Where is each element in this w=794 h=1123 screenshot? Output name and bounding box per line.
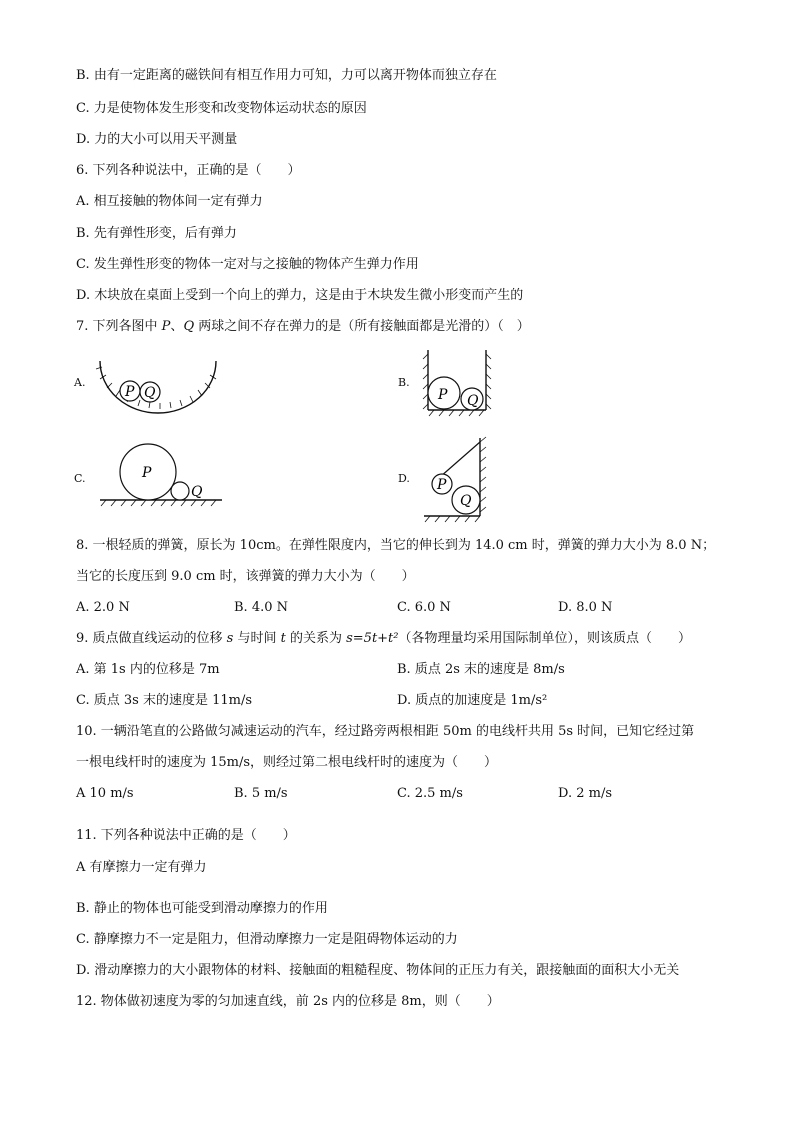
q6-option-a: A. 相互接触的物体间一定有弹力 [76, 194, 263, 209]
q9-stem: 9. 质点做直线运动的位移 s 与时间 t 的关系为 s=5t+t²（各物理量均采用国际制单位），则该质点（ ） [76, 631, 692, 646]
figure-b-ball-q: Q [467, 393, 479, 409]
q10-stem-line2: 一根电线杆时的速度为 15m/s，则经过第二根电线杆时的速度为（ ） [76, 755, 498, 770]
q6-option-c: C. 发生弹性形变的物体一定对与之接触的物体产生弹力作用 [76, 257, 419, 272]
q10-option-a: A 10 m/s [76, 786, 134, 801]
q6-stem: 6. 下列各种说法中，正确的是（ ） [76, 163, 301, 178]
q5-option-b: B. 由有一定距离的磁铁间有相互作用力可知，力可以离开物体而独立存在 [76, 68, 497, 83]
q7-stem: 7. 下列各图中 P、Q 两球之间不存在弹力的是（所有接触面都是光滑的）（ ） [76, 319, 530, 334]
figure-a-ball-q: Q [144, 385, 156, 401]
q8-option-c: C. 6.0 N [397, 600, 451, 615]
q6-option-d: D. 木块放在桌面上受到一个向上的弹力，这是由于木块发生微小形变而产生的 [76, 288, 524, 303]
q9-option-c: C. 质点 3s 末的速度是 11m/s [76, 693, 253, 708]
q10-option-b: B. 5 m/s [234, 786, 288, 801]
figure-d-ball-p: P [437, 477, 447, 493]
q10-stem-line1: 10. 一辆沿笔直的公路做匀减速运动的汽车，经过路旁两根相距 50m 的电线杆共用 5s 时间，已知它经过第 [76, 724, 695, 739]
figure-a-bowl [92, 355, 222, 415]
figure-d-wall-incline [420, 434, 500, 524]
q9-option-a: A. 第 1s 内的位移是 7m [76, 662, 220, 677]
q12-stem: 12. 物体做初速度为零的匀加速直线，前 2s 内的位移是 8m，则（ ） [76, 994, 500, 1009]
q8-stem-line1: 8. 一根轻质的弹簧，原长为 10cm。在弹性限度内，当它的伸长到为 14.0 cm 时，弹簧的弹力大小为 8.0 N； [76, 538, 716, 553]
q8-option-a: A. 2.0 N [76, 600, 130, 615]
figure-b-container [420, 346, 495, 418]
q8-stem-line2: 当它的长度压到 9.0 cm 时，该弹簧的弹力大小为（ ） [76, 569, 415, 584]
figure-a-ball-p: P [125, 384, 135, 400]
figure-c-ball-p: P [142, 465, 152, 481]
q11-option-c: C. 静摩擦力不一定是阻力，但滑动摩擦力一定是阻碍物体运动的力 [76, 932, 458, 947]
q5-option-d: D. 力的大小可以用天平测量 [76, 132, 238, 147]
figure-c-label: C. [74, 472, 86, 485]
figure-a-label: A. [74, 376, 86, 389]
q11-option-b: B. 静止的物体也可能受到滑动摩擦力的作用 [76, 901, 328, 916]
q9-option-b: B. 质点 2s 末的速度是 8m/s [397, 662, 565, 677]
figure-d-label: D. [398, 472, 410, 485]
q8-option-d: D. 8.0 N [558, 600, 613, 615]
q11-stem: 11. 下列各种说法中正确的是（ ） [76, 828, 296, 843]
q8-option-b: B. 4.0 N [234, 600, 288, 615]
figure-b-label: B. [398, 376, 410, 389]
q9-option-d: D. 质点的加速度是 1m/s² [397, 693, 548, 708]
figure-b-ball-p: P [438, 387, 448, 403]
q10-option-c: C. 2.5 m/s [397, 786, 463, 801]
q11-option-a: A 有摩擦力一定有弹力 [76, 860, 207, 875]
q6-option-b: B. 先有弹性形变，后有弹力 [76, 226, 237, 241]
q11-option-d: D. 滑动摩擦力的大小跟物体的材料、接触面的粗糙程度、物体间的正压力有关，跟接触面的面积大小无关 [76, 963, 680, 978]
q5-option-c: C. 力是使物体发生形变和改变物体运动状态的原因 [76, 101, 367, 116]
q10-option-d: D. 2 m/s [558, 786, 613, 801]
figure-c-ball-q: Q [191, 484, 203, 500]
figure-d-ball-q: Q [460, 493, 472, 509]
figure-c-balls-on-floor [96, 440, 226, 510]
